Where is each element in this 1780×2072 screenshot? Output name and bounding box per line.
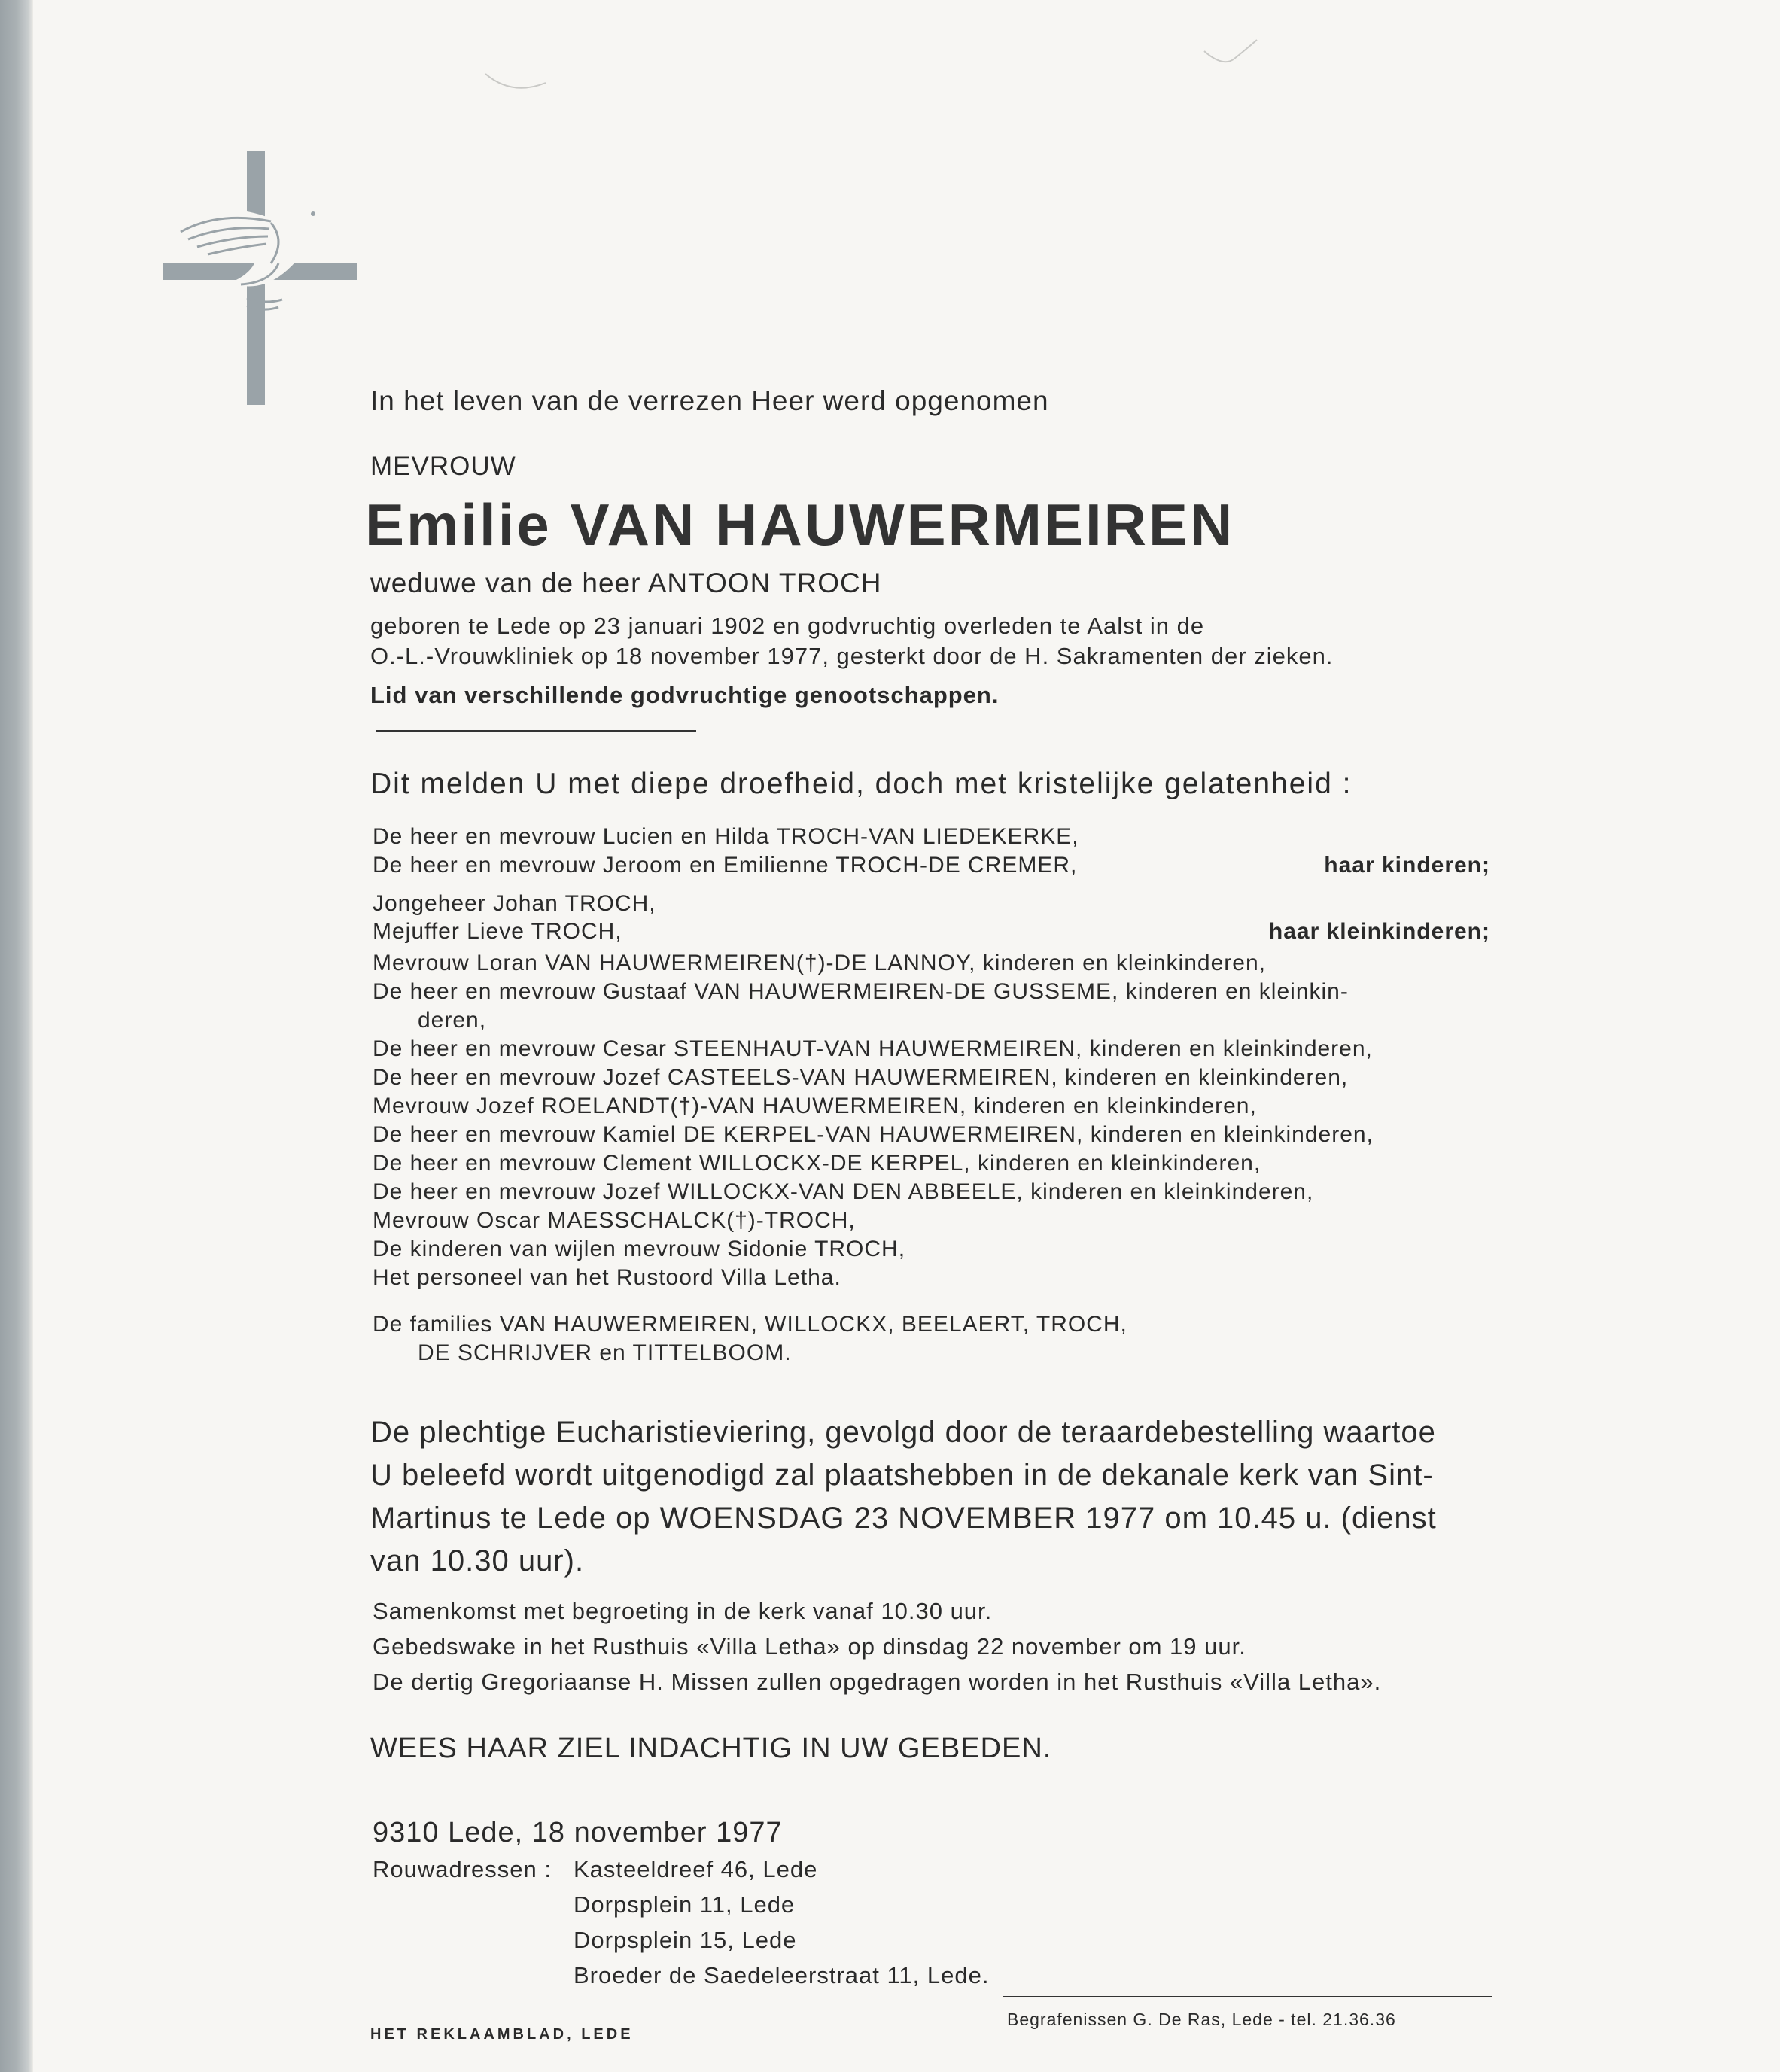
- mourning-address: Dorpsplein 11, Lede: [574, 1891, 796, 1918]
- relative-name: Het personeel van het Rustoord Villa Letha.: [373, 1265, 841, 1290]
- relative-entry: [0, 1179, 1780, 1209]
- relative-name: De heer en mevrouw Cesar STEENHAUT-VAN HAUWERMEIREN, kinderen en kleinkinderen,: [373, 1036, 1373, 1061]
- ceremony-line: De plechtige Eucharistieviering, gevolgd door de teraardebestelling waartoe: [370, 1416, 1436, 1449]
- relative-entry: [0, 1008, 1780, 1038]
- relative-entry: [0, 891, 1780, 921]
- relative-name: Jongeheer Johan TROCH,: [373, 891, 656, 916]
- relative-name: De heer en mevrouw Lucien en Hilda TROCH-VAN LIEDEKERKE,: [373, 824, 1079, 849]
- relative-name: Mevrouw Oscar MAESSCHALCK(†)-TROCH,: [373, 1208, 856, 1233]
- paper-crease-mark: [482, 66, 549, 96]
- relative-entry: [0, 1265, 1780, 1295]
- relative-entry: [0, 1065, 1780, 1095]
- relative-entry: [0, 979, 1780, 1009]
- section-divider: [376, 730, 696, 732]
- mourning-address: Kasteeldreef 46, Lede: [574, 1856, 818, 1882]
- note-line: Samenkomst met begroeting in de kerk vanaf 10.30 uur.: [373, 1598, 993, 1624]
- mourning-address: Dorpsplein 15, Lede: [574, 1927, 797, 1953]
- ceremony-line: U beleefd wordt uitgenodigd zal plaatshebben in de dekanale kerk van Sint-: [370, 1459, 1434, 1492]
- birth-death-line: geboren te Lede op 23 januari 1902 en godvruchtig overleden te Aalst in de: [370, 613, 1205, 639]
- widow-line: weduwe van de heer ANTOON TROCH: [370, 567, 882, 598]
- relative-entry: [0, 1151, 1780, 1181]
- birth-death-line: O.-L.-Vrouwkliniek op 18 november 1977, gesterkt door de H. Sakramenten der zieken.: [370, 643, 1334, 669]
- addresses-label: Rouwadressen :: [373, 1856, 552, 1882]
- cross-dove-icon: [158, 151, 361, 406]
- relative-entry: [0, 1122, 1780, 1152]
- relative-entry: [0, 1036, 1780, 1066]
- ceremony-line: van 10.30 uur).: [370, 1544, 585, 1578]
- deceased-name: Emilie VAN HAUWERMEIREN: [365, 491, 1235, 558]
- membership-line: Lid van verschillende godvruchtige genootschappen.: [370, 682, 1000, 708]
- relative-name: Mevrouw Loran VAN HAUWERMEIREN(†)-DE LANNOY, kinderen en kleinkinderen,: [373, 951, 1266, 975]
- relative-entry: [0, 1312, 1780, 1342]
- relative-name: De heer en mevrouw Jozef WILLOCKX-VAN DEN ABBEELE, kinderen en kleinkinderen,: [373, 1179, 1314, 1204]
- intro-line: In het leven van de verrezen Heer werd opgenomen: [370, 385, 1049, 416]
- announcement-line: Dit melden U met diepe droefheid, doch met kristelijke gelatenheid :: [370, 768, 1352, 800]
- relative-name: De heer en mevrouw Jozef CASTEELS-VAN HAUWERMEIREN, kinderen en kleinkinderen,: [373, 1065, 1349, 1090]
- relative-name: De families VAN HAUWERMEIREN, WILLOCKX, BEELAERT, TROCH,: [373, 1312, 1127, 1337]
- relative-entry: [0, 824, 1780, 854]
- prayer-plea: WEES HAAR ZIEL INDACHTIG IN UW GEBEDEN.: [370, 1733, 1052, 1764]
- ceremony-line: Martinus te Lede op WOENSDAG 23 NOVEMBER 1977 om 10.45 u. (dienst: [370, 1502, 1437, 1535]
- relative-entry: [0, 1208, 1780, 1238]
- relative-entry: [0, 1094, 1780, 1124]
- note-line: Gebedswake in het Rusthuis «Villa Letha» op dinsdag 22 november om 19 uur.: [373, 1633, 1246, 1660]
- relative-entry: [0, 853, 1780, 883]
- undertaker-credit: Begrafenissen G. De Ras, Lede - tel. 21.36.36: [1007, 2010, 1396, 2029]
- relation-label: haar kleinkinderen;: [1268, 919, 1490, 944]
- title-prefix: MEVROUW: [370, 452, 516, 481]
- relative-name: De heer en mevrouw Jeroom en Emilienne TROCH-DE CREMER,: [373, 853, 1078, 878]
- printer-credit: HET REKLAAMBLAD, LEDE: [370, 2026, 634, 2043]
- relative-entry: [0, 1340, 1780, 1371]
- relation-label: haar kinderen;: [1324, 853, 1490, 878]
- relative-name: Mejuffer Lieve TROCH,: [373, 919, 622, 944]
- paper-crease-mark: [1200, 36, 1261, 70]
- relative-name: De heer en mevrouw Gustaaf VAN HAUWERMEIREN-DE GUSSEME, kinderen en kleinkin-: [373, 979, 1349, 1004]
- ceremony-text: [370, 1411, 1437, 1583]
- birth-death-text: [370, 611, 1333, 671]
- relative-entry: [0, 1237, 1780, 1267]
- relative-name: De heer en mevrouw Clement WILLOCKX-DE KERPEL, kinderen en kleinkinderen,: [373, 1151, 1261, 1176]
- relative-entry: [0, 951, 1780, 981]
- relative-name: De heer en mevrouw Kamiel DE KERPEL-VAN HAUWERMEIREN, kinderen en kleinkinderen,: [373, 1122, 1374, 1147]
- relative-name: DE SCHRIJVER en TITTELBOOM.: [418, 1340, 792, 1365]
- relative-name: deren,: [418, 1008, 487, 1033]
- footer-rule: [1003, 1996, 1492, 1997]
- relative-name: De kinderen van wijlen mevrouw Sidonie TROCH,: [373, 1237, 906, 1261]
- dateline: 9310 Lede, 18 november 1977: [373, 1817, 783, 1848]
- relative-entry: [0, 919, 1780, 949]
- relative-name: Mevrouw Jozef ROELANDT(†)-VAN HAUWERMEIREN, kinderen en kleinkinderen,: [373, 1094, 1257, 1118]
- note-line: De dertig Gregoriaanse H. Missen zullen opgedragen worden in het Rusthuis «Villa Letha».: [373, 1669, 1382, 1695]
- mourning-address: Broeder de Saedeleerstraat 11, Lede.: [574, 1962, 990, 1988]
